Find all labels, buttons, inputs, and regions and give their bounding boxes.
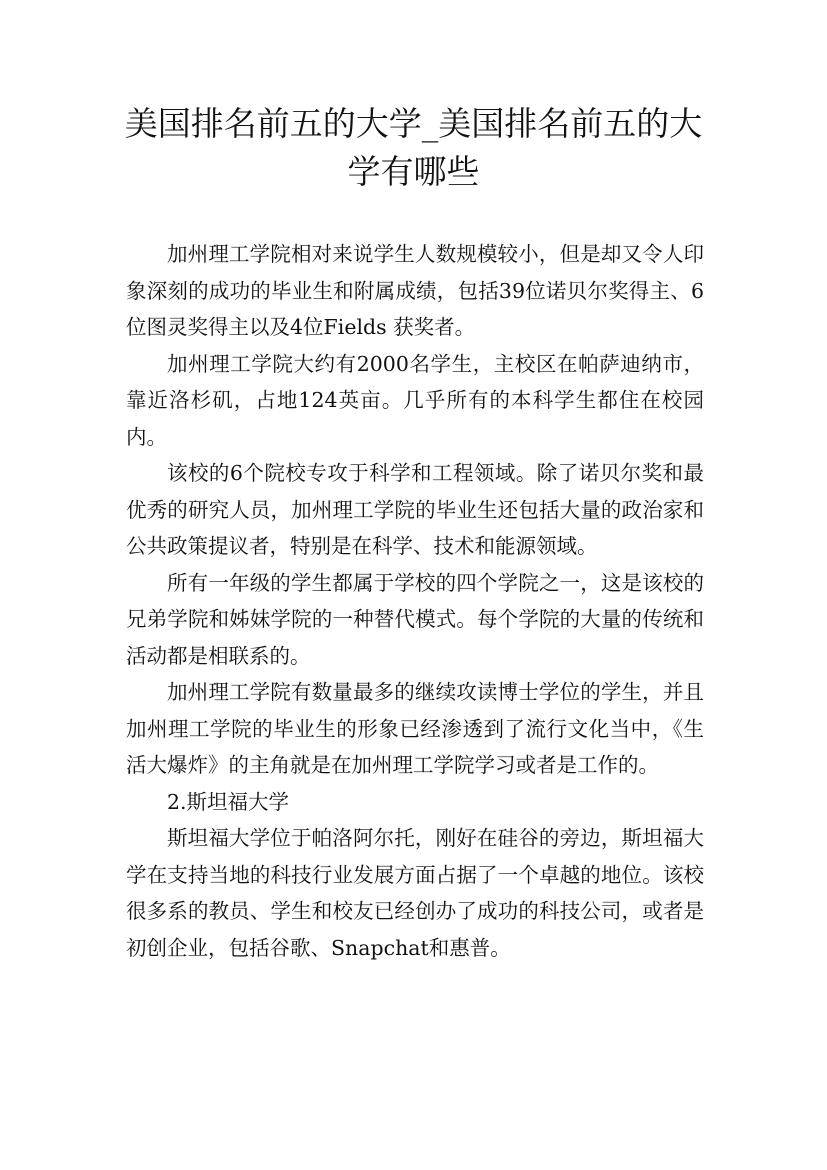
body-paragraph: 加州理工学院有数量最多的继续攻读博士学位的学生，并且加州理工学院的毕业生的形象已经渗透到了流行文化当中，《生活大爆炸》的主角就是在加州理工学院学习或者是工作的。 <box>126 680 704 777</box>
body-paragraph: 加州理工学院相对来说学生人数规模较小，但是却又令人印象深刻的成功的毕业生和附属成绩，包括39位诺贝尔奖得主、6位图灵奖得主以及4位Fields 获奖者。 <box>126 242 704 339</box>
body-paragraph: 加州理工学院大约有2000名学生，主校区在帕萨迪纳市，靠近洛杉矶，占地124英亩。几乎所有的本科学生都住在校园内。 <box>126 351 704 449</box>
document-title: 美国排名前五的大学_美国排名前五的大学有哪些 <box>124 104 703 191</box>
body-paragraph: 该校的6个院校专攻于科学和工程领域。除了诺贝尔奖和最优秀的研究人员，加州理工学院的毕业生还包括大量的政治家和公共政策提议者，特别是在科学、技术和能源领域。 <box>126 461 704 558</box>
document-body <box>126 236 704 966</box>
body-paragraph: 所有一年级的学生都属于学校的四个学院之一，这是该校的兄弟学院和姊妹学院的一种替代模式。每个学院的大量的传统和活动都是相联系的。 <box>126 570 704 668</box>
section-heading: 2.斯坦福大学 <box>167 789 290 814</box>
body-paragraph: 斯坦福大学位于帕洛阿尔托，刚好在硅谷的旁边，斯坦福大学在支持当地的科技行业发展方面占据了一个卓越的地位。该校很多系的教员、学生和校友已经创办了成功的科技公司，或者是初创企业，包括谷歌、Snapchat和惠普。 <box>126 826 704 960</box>
